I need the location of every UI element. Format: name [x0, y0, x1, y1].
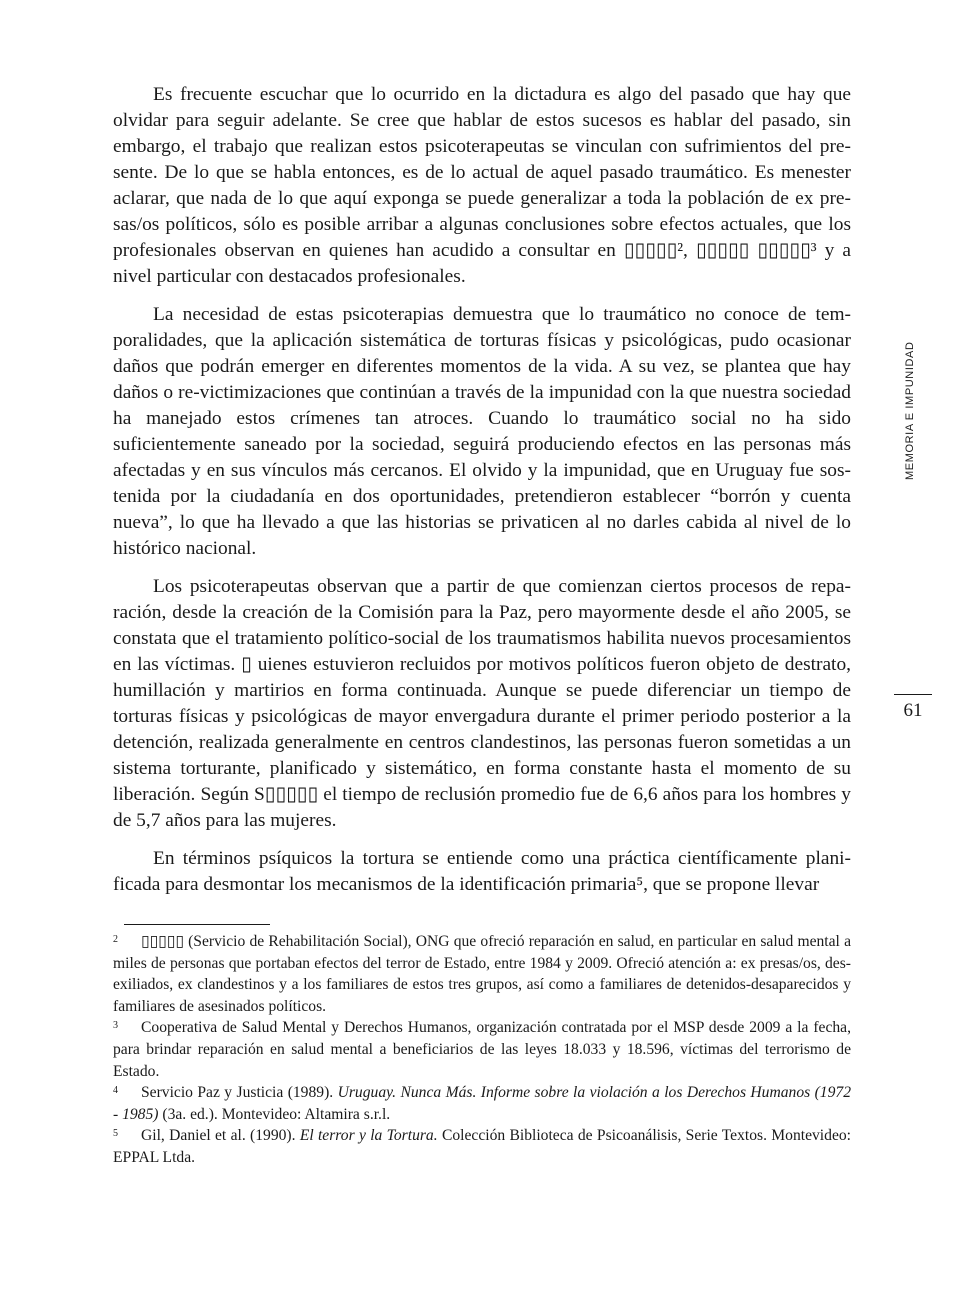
footnote-text: Colección Biblioteca de Psicoanálisis, Serie Textos. Montevideo: EPPAL Ltda. [113, 1127, 851, 1166]
paragraph: En términos psíquicos la tortura se entiende como una práctica científicamente planificada para desmontar los mecanismos de la identificación primaria⁵, que se propone llevar [113, 848, 851, 895]
paragraph: Los psicoterapeutas observan que a partir de que comienzan ciertos procesos de reparación, desde la creación de la Comisión para la Paz, pero mayormente desde el año 2005, se constata que el tratamiento político-social de los traumatismos habilita nuevos procesamientos en las víctimas. ▯ uienes estuvieron recluidos por motivos políticos fueron objeto de destrato, humillación y martirios en forma continuada. Aunque se puede diferenciar un tiempo de torturas físicas y psicológicas de mayor envergadura durante el primer periodo posterior a la detención, realizada generalmente en centros clandestinos, las personas fueron sometidas a un sistema torturante, planificado y sistemático, en forma constante hasta el momento de su liberación. Según S▯▯▯▯▯ el tiempo de reclusión promedio fue de 6,6 años para los hombres y de 5,7 años para las mujeres. [113, 576, 851, 831]
footnote-text: Cooperativa de Salud Mental y Derechos Humanos, organización contratada por el MSP desde 2009 a la fecha, para brindar reparación en salud mental a beneficiarios de las leyes 18.033 y 18.596, víctimas del terrorismo de Estado. [113, 1019, 851, 1080]
footnote-separator [124, 924, 270, 925]
footnote [113, 1125, 851, 1168]
footnotes [113, 931, 851, 1169]
footnote-number: 3 [113, 1020, 118, 1032]
footnote-text: (3a. ed.). Montevideo: Altamira s.r.l. [158, 1105, 391, 1123]
page-number: 61 [903, 700, 923, 721]
footnote [113, 931, 851, 1017]
footnote-number: 4 [113, 1085, 118, 1097]
footnote-title: Uruguay. Nunca Más. Informe sobre la violación a los Derechos Humanos (1972 - 1985) [113, 1084, 851, 1123]
footnote-text: ▯▯▯▯▯ (Servicio de Rehabilitación Social), ONG que ofreció reparación en salud, en particular en salud mental a miles de personas que portaban efectos del terror de Estado, entre 1984 y 2009. Ofreció atención a: ex presas/os, des-exiliados, ex clandestinos y a los familiares de estos tres grupos, así como a familiares de detenidos-desaparecidos y familiares de asesinados políticos. [113, 933, 851, 1015]
running-header: MEMORIA E IMPUNIDAD [904, 341, 916, 480]
footnote [113, 1017, 851, 1082]
page-number-rule [894, 694, 932, 695]
footnote-title: El terror y la Tortura. [299, 1127, 438, 1145]
footnote [113, 1082, 851, 1125]
footnote-text: Gil, Daniel et al. (1990). [141, 1127, 300, 1145]
footnote-text: Servicio Paz y Justicia (1989). [141, 1084, 338, 1102]
main-text [113, 82, 851, 910]
paragraph: Es frecuente escuchar que lo ocurrido en la dictadura es algo del pasado que hay que olvidar para seguir adelante. Se cree que hablar de estos sucesos es hablar del pasado, sin embargo, el trabajo que realizan estos psicoterapeutas se vinculan con sufrimientos del presente. De lo que se habla entonces, es de lo actual de aquel pasado traumático. Es menester aclarar, que nada de lo que aquí exponga se puede generalizar a toda la población de ex presas/os políticos, sólo es posible arribar a algunas conclusiones sobre efectos actuales, que los profesionales observan en quienes han acudido a consultar en ▯▯▯▯▯², ▯▯▯▯▯ ▯▯▯▯▯³ y a nivel particular con destacados profesionales. [113, 84, 851, 287]
footnote-number: 5 [113, 1128, 118, 1140]
footnote-number: 2 [113, 934, 118, 945]
paragraph: La necesidad de estas psicoterapias demuestra que lo traumático no conoce de temporalidades, que la aplicación sistemática de torturas físicas y psicológicas, pudo ocasionar daños que podrán emerger en diferentes momentos de la vida. A su vez, se plantea que hay daños o re-victimizaciones que continúan a través de la impunidad con la que nuestra sociedad ha manejado estos crímenes tan atroces. Cuando lo traumático social no ha sido suficientemente saneado por la sociedad, seguirá produciendo efectos en las personas más afectadas y en sus vínculos más cercanos. El olvido y la impunidad, que en Uruguay fue sostenida por la ciudadanía en dos oportunidades, pretendieron establecer “borrón y cuenta nueva”, lo que ha llevado a que las historias se privaticen al no darles cabida al nivel de lo histórico nacional. [113, 304, 851, 559]
